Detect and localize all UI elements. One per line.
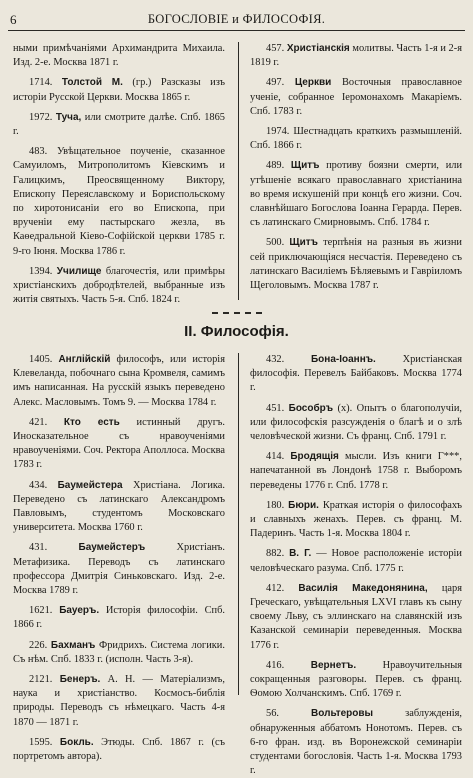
catalog-entry [13, 145, 225, 259]
catalog-entry [13, 639, 225, 667]
entry-number: 416. [266, 659, 285, 671]
entry-number: 457. [266, 43, 285, 54]
entry-text: или смотрите далѣе. Спб. 1865 г. [13, 111, 225, 138]
section-separator [212, 312, 262, 314]
catalog-entry [250, 582, 462, 653]
entry-text: Краткая исторія о философахъ и славныхъ женахъ. Перев. съ франц. М. Падеринъ. Часть 1-я. Москва 1804 г. [250, 499, 462, 540]
section-title: II. Философія. [184, 323, 289, 340]
entry-text: Этюды. Спб. 1867 г. (съ портретомъ автора). [13, 736, 225, 763]
entry-text: (х). Опытъ о благополучіи, или философскія разсужденія о благѣ и о злѣ человѣческой жизни. Съ франц. Спб. 1791 г. [250, 402, 462, 443]
entry-number: 1972. [29, 111, 53, 123]
catalog-entry [250, 659, 462, 702]
entry-text: Фридрихъ. Система логики. Съ нѣм. Спб. 1833 г. (исполн. Часть 3-я). [13, 639, 225, 665]
entry-number: 432. [266, 354, 285, 365]
catalog-entry [13, 76, 225, 104]
entry-text: Христіана. Логика. Переведено съ латинскаго Александромъ Павловымъ, студентомъ Московскаго университета. Москва 1760 г. [13, 479, 225, 534]
entry-text: Христіанская философія. Перевелъ Байбаковъ. Москва 1774 г. [250, 354, 462, 394]
entry-heading: Вернетъ. [310, 659, 357, 671]
catalog-entry [250, 499, 462, 542]
entry-number: 451. [266, 402, 285, 414]
catalog-entry [13, 541, 225, 598]
entry-number: 1621. [29, 605, 53, 617]
catalog-entry [250, 353, 462, 396]
entry-text: мысли. Изъ книги Г***, напечатанной въ Лондонѣ 1758 г. Выборомъ переведены 1776 г. Спб. 1778 г. [250, 451, 462, 491]
catalog-entry [13, 353, 225, 410]
entry-heading: Бенеръ. [59, 674, 101, 686]
entry-heading: Бособръ [288, 402, 334, 414]
entry-number: 431. [29, 542, 48, 554]
catalog-entry [13, 604, 225, 632]
running-title: БОГОСЛОВІЕ и ФИЛОСОФІЯ. [147, 12, 326, 26]
entry-text: ными примѣчаніями Архимандрита Михаила. Изд. 2-е. Москва 1871 г. [13, 43, 225, 69]
entry-number: 421. [29, 416, 48, 428]
catalog-entry [250, 76, 462, 119]
entry-heading: Щитъ [289, 237, 318, 249]
entry-text: — Новое расположеніе исторіи человѣческаго разума. Спб. 1775 г. [250, 548, 462, 574]
entry-heading: Училище [56, 265, 102, 277]
catalog-entry [250, 707, 462, 778]
catalog-entry [250, 402, 462, 445]
entry-heading: Христіанскія [286, 43, 350, 54]
column-divider-bottom [238, 353, 239, 695]
entry-text: Восточныя православное ученіе, собранное Іеромонахомъ Макаріемъ. Спб. 1783 г. [250, 77, 462, 117]
entry-number: 412. [266, 582, 285, 594]
page-header [8, 12, 465, 31]
catalog-entry [250, 159, 462, 230]
entry-heading: Туча, [55, 111, 82, 123]
entry-number: 500. [266, 237, 285, 249]
entry-number: 1595. [29, 736, 53, 748]
entry-number: 882. [266, 548, 285, 560]
entry-number: 483. [29, 146, 48, 158]
column-top-right [250, 42, 462, 298]
catalog-entry [250, 42, 462, 70]
entry-text: А. Н. — Матеріализмъ, наука и христіанство. Космосъ-библія природы. Переводъ съ нѣмецкаго. Часть 4-я 1870 — 1871 г. [13, 674, 225, 728]
entry-number: 414. [266, 451, 285, 463]
entry-heading: Кто есть [63, 416, 120, 428]
entry-text: философъ, или исторія Клевеланда, побочнаго сына Кромвеля, самимъ имъ написанная. На русскій языкъ переведено Алекс. Масловымъ. Томъ 9. — Москва 1784 г. [13, 354, 225, 408]
entry-text: Христіанъ. Метафизика. Переводъ съ латинскаго профессора Дмитрія Синьковскаго. Изд. 2-е. Москва 1789 г. [13, 542, 225, 597]
entry-text: противу боязни смерти, или утѣшеніе всякаго православнаго христіанина во время искушеній при концѣ его жизни. Соч. славнѣйшаго Богослова Іоанна Герарда. Перев. съ латинскаго Смирновымъ. Спб. 1784 г. [250, 160, 463, 229]
catalog-entry [250, 450, 462, 493]
entry-text: (гр.) Разсказы изъ исторіи Русской Церкви. Москва 1865 г. [13, 77, 225, 103]
entry-number: 2121. [29, 674, 53, 686]
entry-heading: Бюри. [288, 499, 319, 511]
entry-number: 1405. [29, 354, 53, 365]
catalog-entry [13, 736, 225, 764]
entry-number: 497. [266, 77, 285, 89]
catalog-entry [250, 125, 462, 153]
entry-text: Нравоучительныя сокращенныя разговоры. Перев. съ франц. Ѳомою Холчанскимъ. Спб. 1769 г. [250, 659, 462, 700]
catalog-entry [13, 42, 225, 70]
column-divider-top [238, 42, 239, 300]
catalog-entry [13, 673, 225, 730]
column-bottom-right [250, 353, 462, 777]
catalog-entry [13, 111, 225, 139]
entry-text: заблужденія, обнаруженныя аббатомъ Нонотомъ. Перев. съ 6-го фран. изд. въ Воронежской семинаріи студентами богословія. Часть 1-я. Москва 1793 г. [250, 708, 462, 777]
entry-number: 226. [29, 639, 48, 651]
entry-heading: Бона-Іоаннъ. [310, 354, 376, 365]
entry-heading: Англійскій [58, 354, 111, 365]
entry-text: Исторія философіи. Спб. 1866 г. [13, 605, 225, 631]
entry-text: Увѣщательное поученіе, сказанное Самуиломъ, Митрополитомъ Кіевскимъ и Галицкимъ, Преосвященному Виктору, Епископу Переяславскому и Бориспольскому по хиротонисаніи его во Епископа, при врученіи ему пастырскаго жезла, въ Каѳедральной Кіево-Софійской церкви 1785 г. 9-го Іюня. Москва 1786 г. [13, 146, 225, 257]
entry-heading: Бахманъ [50, 639, 96, 651]
entry-text: молитвы. Часть 1-я и 2-я 1819 г. [250, 43, 462, 69]
entry-number: 434. [29, 479, 48, 491]
entry-number: 56. [266, 708, 279, 720]
page-number: 6 [10, 12, 17, 27]
entry-heading: Баумейстера [57, 479, 123, 491]
entry-heading: Бродящія [290, 451, 339, 463]
entry-text: истинный другъ. Иносказательное съ нравоученіями нравоученіями. Соч. Ректора Аполлоса. Москва 1783 г. [13, 416, 226, 471]
entry-text: Шестнадцать краткихъ размышленій. Спб. 1866 г. [250, 126, 462, 152]
catalog-entry [250, 236, 462, 293]
entry-number: 180. [266, 499, 285, 511]
catalog-entry [13, 265, 225, 308]
entry-heading: Щитъ [290, 160, 320, 172]
entry-number: 1974. [266, 126, 290, 138]
entry-heading: Бауеръ. [59, 605, 100, 617]
entry-heading: Вольтеровы [311, 708, 374, 720]
catalog-entry [13, 479, 225, 536]
entry-heading: Толстой М. [61, 77, 123, 89]
entry-number: 489. [266, 160, 285, 172]
entry-heading: В. Г. [289, 548, 312, 560]
catalog-entry [250, 547, 462, 575]
entry-number: 1714. [29, 77, 53, 89]
column-top-left [13, 42, 225, 306]
catalog-entry [13, 416, 225, 473]
entry-text: терпѣнія на разныя въ жизни сей приключающіяся несчастія. Переведено съ латинскаго Василіемъ Бѣляевымъ и Гавріиломъ Щеголовымъ. Москва 1787 г. [250, 237, 462, 292]
entry-heading: Баумейстеръ [78, 542, 146, 554]
entry-text: благочестія, или примѣры христіанскихъ добродѣтелей, выбранные изъ житія святыхъ. Часть 5-я. Спб. 1824 г. [13, 265, 225, 306]
entry-number: 1394. [29, 265, 53, 277]
entry-heading: Василія Македонянина, [298, 582, 428, 594]
entry-heading: Бокль. [59, 736, 94, 748]
entry-text: царя Греческаго, увѣщательныя LXVI главъ къ сыну своему Льву, съ эллинскаго на славянскій изъ Казанской семинаріи переведенныя. Москва 1776 г. [250, 582, 462, 651]
entry-heading: Церкви [294, 77, 332, 89]
column-bottom-left [13, 353, 226, 763]
